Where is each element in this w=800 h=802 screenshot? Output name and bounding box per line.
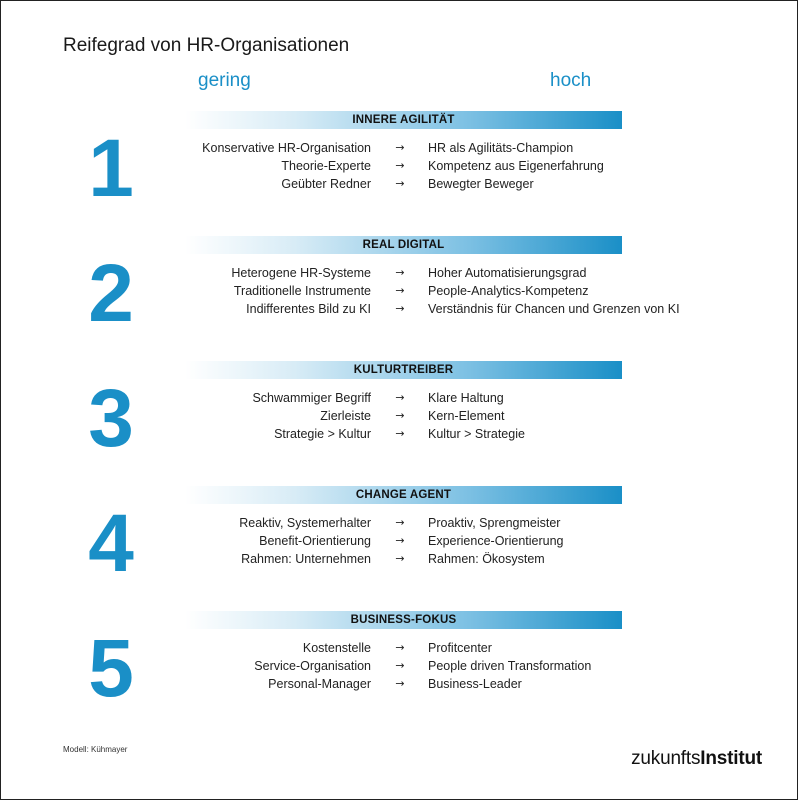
level-number: 2 <box>88 248 134 339</box>
from-state: Service-Organisation <box>254 659 371 673</box>
from-state: Theorie-Experte <box>281 159 371 173</box>
maturity-level <box>0 611 800 721</box>
arrow-right-icon: → <box>395 177 405 190</box>
arrow-right-icon: → <box>395 659 405 672</box>
transition-row <box>0 264 800 282</box>
from-state: Schwammiger Begriff <box>252 391 371 405</box>
logo-light-part: zukunfts <box>631 748 701 769</box>
transition-row <box>0 139 800 157</box>
arrow-right-icon: → <box>395 641 405 654</box>
to-state: Kern-Element <box>428 409 505 423</box>
level-label: KULTURTREIBER <box>353 364 454 376</box>
scale-high-label: hoch <box>550 70 592 91</box>
level-label: BUSINESS-FOKUS <box>350 614 457 626</box>
to-state: Profitcenter <box>428 641 492 655</box>
level-label: INNERE AGILITÄT <box>352 114 455 126</box>
level-label: CHANGE AGENT <box>355 489 452 501</box>
from-state: Rahmen: Unternehmen <box>241 552 371 566</box>
to-state: Hoher Automatisierungsgrad <box>428 266 587 280</box>
from-state: Heterogene HR-Systeme <box>231 266 371 280</box>
to-state: Experience-Orientierung <box>428 534 564 548</box>
from-state: Kostenstelle <box>302 641 371 655</box>
maturity-level <box>0 111 800 221</box>
to-state: Proaktiv, Sprengmeister <box>428 516 561 530</box>
level-band <box>185 361 622 379</box>
to-state: Rahmen: Ökosystem <box>428 552 545 566</box>
maturity-level <box>0 236 800 346</box>
level-number: 3 <box>88 373 134 464</box>
maturity-level <box>0 361 800 471</box>
arrow-right-icon: → <box>395 552 405 565</box>
level-band <box>185 486 622 504</box>
transition-row <box>0 157 800 175</box>
to-state: Business-Leader <box>428 677 522 691</box>
transition-row <box>0 407 800 425</box>
to-state: Klare Haltung <box>428 391 504 405</box>
to-state: People-Analytics-Kompetenz <box>428 284 589 298</box>
arrow-right-icon: → <box>395 516 405 529</box>
arrow-right-icon: → <box>395 266 405 279</box>
transition-row <box>0 389 800 407</box>
from-state: Benefit-Orientierung <box>259 534 371 548</box>
arrow-right-icon: → <box>395 409 405 422</box>
to-state: Verständnis für Chancen und Grenzen von KI <box>428 302 680 316</box>
arrow-right-icon: → <box>395 391 405 404</box>
brand-logo <box>631 748 762 770</box>
maturity-level <box>0 486 800 596</box>
from-state: Zierleiste <box>320 409 371 423</box>
arrow-right-icon: → <box>395 302 405 315</box>
transition-row <box>0 639 800 657</box>
transition-row <box>0 514 800 532</box>
from-state: Geübter Redner <box>281 177 371 191</box>
from-state: Reaktiv, Systemerhalter <box>239 516 371 530</box>
transition-row <box>0 282 800 300</box>
transition-row <box>0 175 800 193</box>
footnote: Modell: Kühmayer <box>63 745 128 754</box>
to-state: Kultur > Strategie <box>428 427 525 441</box>
from-state: Konservative HR-Organisation <box>202 141 371 155</box>
from-state: Personal-Manager <box>268 677 371 691</box>
to-state: Bewegter Beweger <box>428 177 534 191</box>
to-state: Kompetenz aus Eigenerfahrung <box>428 159 604 173</box>
arrow-right-icon: → <box>395 427 405 440</box>
to-state: HR als Agilitäts-Champion <box>428 141 574 155</box>
transition-row <box>0 300 800 318</box>
transition-row <box>0 532 800 550</box>
from-state: Traditionelle Instrumente <box>233 284 371 298</box>
level-number: 4 <box>88 498 134 589</box>
arrow-right-icon: → <box>395 534 405 547</box>
scale-low-label: gering <box>198 70 251 91</box>
level-band <box>185 236 622 254</box>
arrow-right-icon: → <box>395 159 405 172</box>
logo-bold-part: Institut <box>700 748 762 769</box>
level-band <box>185 111 622 129</box>
page-title: Reifegrad von HR-Organisationen <box>63 35 350 56</box>
level-band <box>185 611 622 629</box>
level-label: REAL DIGITAL <box>362 239 445 251</box>
arrow-right-icon: → <box>395 677 405 690</box>
from-state: Indifferentes Bild zu KI <box>246 302 371 316</box>
arrow-right-icon: → <box>395 284 405 297</box>
from-state: Strategie > Kultur <box>274 427 371 441</box>
arrow-right-icon: → <box>395 141 405 154</box>
transition-row <box>0 550 800 568</box>
level-number: 5 <box>88 623 134 714</box>
to-state: People driven Transformation <box>428 659 592 673</box>
transition-row <box>0 675 800 693</box>
transition-row <box>0 657 800 675</box>
transition-row <box>0 425 800 443</box>
level-number: 1 <box>88 123 134 214</box>
